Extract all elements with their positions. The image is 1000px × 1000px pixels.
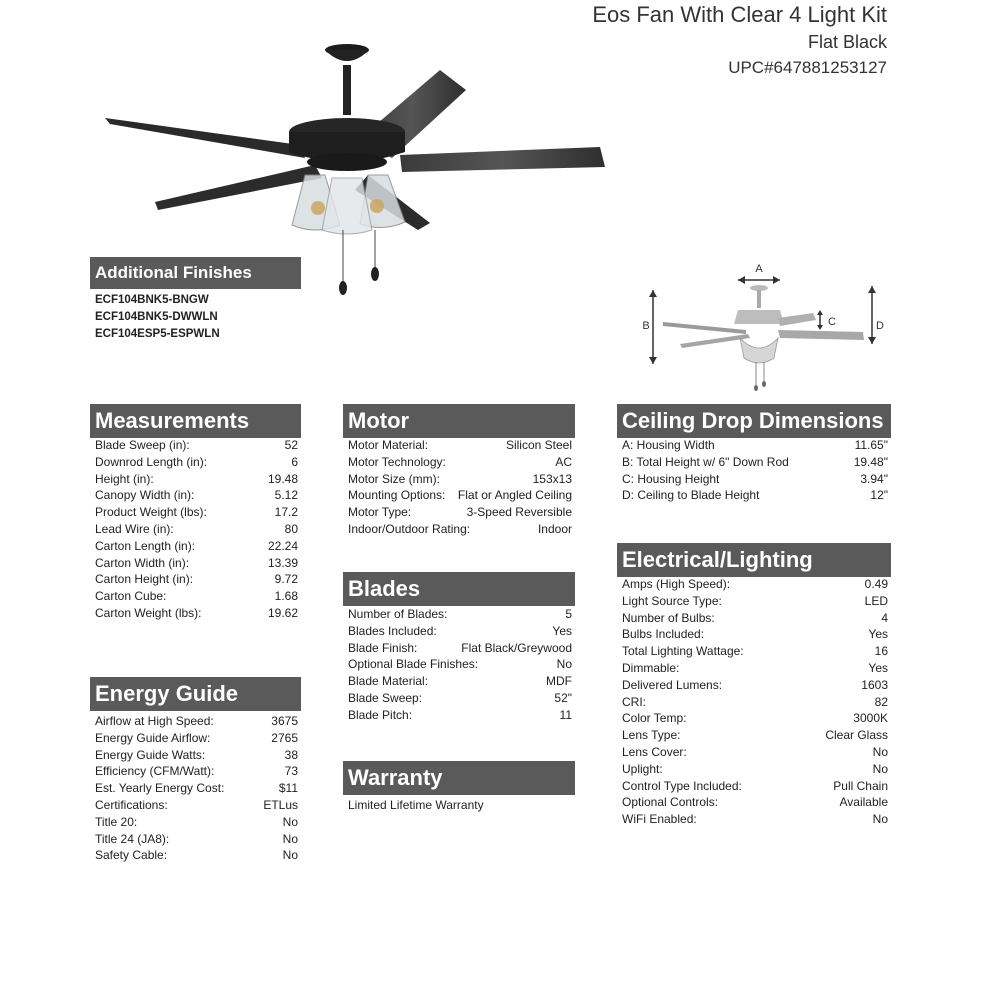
ceiling-drop-row: B: Total Height w/ 6" Down Rod 19.48" bbox=[622, 454, 888, 469]
additional-finishes-heading: Additional Finishes bbox=[90, 257, 301, 289]
electrical-row: Color Temp: 3000K bbox=[622, 711, 888, 726]
measurement-row: Carton Cube: 1.68 bbox=[95, 589, 298, 604]
energy-row: Airflow at High Speed: 3675 bbox=[95, 714, 298, 728]
measurement-row: Downrod Length (in): 6 bbox=[95, 454, 298, 469]
warranty-heading: Warranty bbox=[343, 761, 575, 795]
electrical-row: CRI: 82 bbox=[622, 694, 888, 709]
motor-table bbox=[348, 437, 572, 538]
ceiling-drop-row: A: Housing Width 11.65" bbox=[622, 438, 888, 452]
electrical-row: Lens Cover: No bbox=[622, 744, 888, 759]
motor-row: Motor Size (mm): 153x13 bbox=[348, 471, 572, 486]
blade-row: Number of Blades: 5 bbox=[348, 607, 572, 621]
blades-table bbox=[348, 606, 572, 724]
energy-guide-table bbox=[95, 713, 298, 864]
product-finish: Flat Black bbox=[807, 32, 887, 52]
blades-heading: Blades bbox=[343, 572, 575, 606]
electrical-row: Optional Controls: Available bbox=[622, 795, 888, 810]
motor-heading: Motor bbox=[343, 404, 575, 438]
dimension-label-d: D bbox=[876, 320, 884, 332]
measurement-row: Blade Sweep (in): 52 bbox=[95, 438, 298, 452]
electrical-row: Lens Type: Clear Glass bbox=[622, 728, 888, 743]
measurement-row: Product Weight (lbs): 17.2 bbox=[95, 505, 298, 520]
electrical-row: Control Type Included: Pull Chain bbox=[622, 778, 888, 793]
energy-row: Title 20: No bbox=[95, 814, 298, 829]
dimension-label-b: B bbox=[642, 320, 650, 332]
electrical-table bbox=[622, 576, 888, 828]
energy-guide-heading: Energy Guide bbox=[90, 677, 301, 711]
measurements-heading: Measurements bbox=[90, 404, 301, 438]
measurement-row: Carton Weight (lbs): 19.62 bbox=[95, 605, 298, 620]
motor-row: Mounting Options: Flat or Angled Ceiling bbox=[348, 488, 572, 503]
measurements-table bbox=[95, 437, 298, 622]
ceiling-drop-row: C: Housing Height 3.94" bbox=[622, 471, 888, 486]
measurement-row: Height (in): 19.48 bbox=[95, 471, 298, 486]
dimension-diagram bbox=[628, 258, 890, 398]
electrical-heading: Electrical/Lighting bbox=[617, 543, 891, 577]
energy-row: Title 24 (JA8): No bbox=[95, 831, 298, 846]
electrical-row: Total Lighting Wattage: 16 bbox=[622, 644, 888, 659]
blade-row: Optional Blade Finishes: No bbox=[348, 657, 572, 672]
blade-row: Blades Included: Yes bbox=[348, 623, 572, 638]
motor-row: Motor Technology: AC bbox=[348, 454, 572, 469]
dimension-label-a: A bbox=[755, 263, 763, 275]
electrical-row: Light Source Type: LED bbox=[622, 593, 888, 608]
measurement-row: Carton Length (in): 22.24 bbox=[95, 538, 298, 553]
motor-row: Indoor/Outdoor Rating: Indoor bbox=[348, 521, 572, 536]
measurement-row: Carton Height (in): 9.72 bbox=[95, 572, 298, 587]
additional-finishes-list bbox=[95, 292, 220, 343]
blade-row: Blade Pitch: 11 bbox=[348, 707, 572, 722]
motor-row: Motor Material: Silicon Steel bbox=[348, 438, 572, 452]
dimension-label-c: C bbox=[828, 316, 836, 328]
motor-row: Motor Type: 3-Speed Reversible bbox=[348, 505, 572, 520]
energy-row: Efficiency (CFM/Watt): 73 bbox=[95, 764, 298, 779]
blade-row: Blade Sweep: 52" bbox=[348, 690, 572, 705]
measurement-row: Carton Width (in): 13.39 bbox=[95, 555, 298, 570]
electrical-row: Dimmable: Yes bbox=[622, 660, 888, 675]
measurement-row: Lead Wire (in): 80 bbox=[95, 521, 298, 536]
blade-row: Blade Material: MDF bbox=[348, 674, 572, 689]
electrical-row: Bulbs Included: Yes bbox=[622, 627, 888, 642]
product-title: Eos Fan With Clear 4 Light Kit bbox=[592, 2, 887, 27]
energy-row: Certifications: ETLus bbox=[95, 797, 298, 812]
product-upc: UPC#647881253127 bbox=[728, 58, 887, 77]
ceiling-drop-table bbox=[622, 437, 888, 504]
ceiling-drop-heading: Ceiling Drop Dimensions bbox=[617, 404, 891, 438]
finish-code: ECF104ESP5-ESPWLN bbox=[95, 328, 220, 340]
electrical-row: Number of Bulbs: 4 bbox=[622, 610, 888, 625]
electrical-row: WiFi Enabled: No bbox=[622, 812, 888, 827]
electrical-row: Delivered Lumens: 1603 bbox=[622, 677, 888, 692]
finish-code: ECF104BNK5-DWWLN bbox=[95, 311, 218, 323]
electrical-row: Amps (High Speed): 0.49 bbox=[622, 577, 888, 591]
finish-code: ECF104BNK5-BNGW bbox=[95, 294, 209, 306]
ceiling-drop-row: D: Ceiling to Blade Height 12" bbox=[622, 488, 888, 503]
warranty-text: Limited Lifetime Warranty bbox=[348, 798, 484, 812]
electrical-row: Uplight: No bbox=[622, 761, 888, 776]
energy-row: Safety Cable: No bbox=[95, 848, 298, 863]
energy-row: Energy Guide Airflow: 2765 bbox=[95, 730, 298, 745]
measurement-row: Canopy Width (in): 5.12 bbox=[95, 488, 298, 503]
blade-row: Blade Finish: Flat Black/Greywood bbox=[348, 640, 572, 655]
energy-row: Energy Guide Watts: 38 bbox=[95, 747, 298, 762]
energy-row: Est. Yearly Energy Cost: $11 bbox=[95, 781, 298, 796]
